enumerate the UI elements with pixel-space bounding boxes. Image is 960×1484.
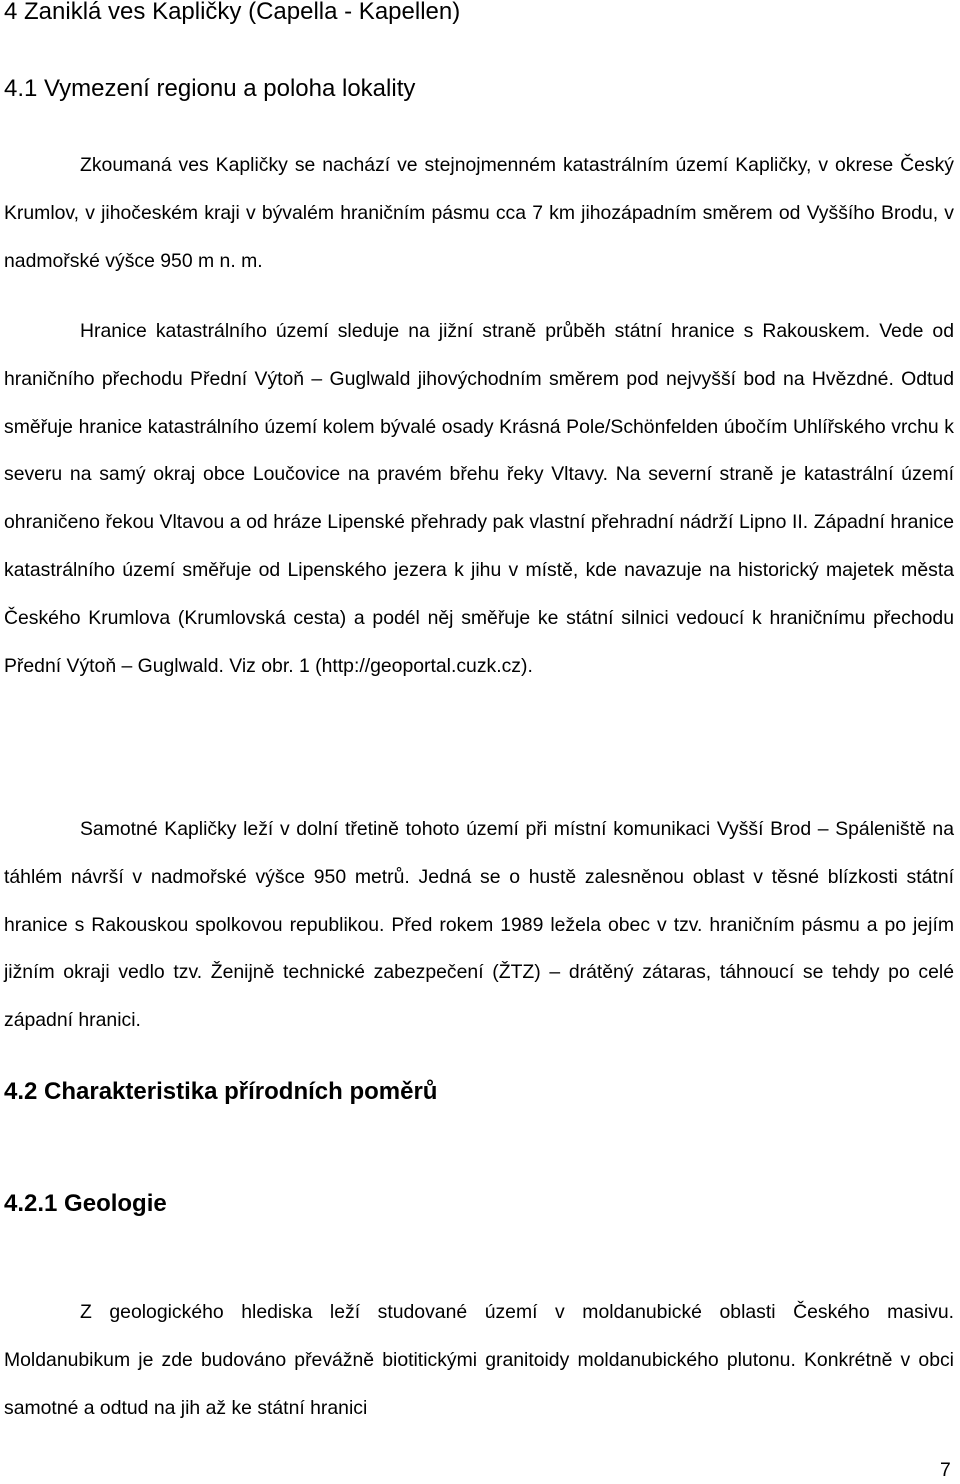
paragraph-boundaries: Hranice katastrálního území sleduje na jižní straně průběh státní hranice s Rakouskem. Vede od hraničního přechodu Přední Výtoň – Guglwald jihovýchodním směrem pod nejvyšší bod na Hvězdné. Odtud směřuje hranice katastrálního území kolem bývalé osady Krásná Pole/Schönfelden úbočím Uhlířského vrchu k severu na samý okraj obce Loučovice na pravém břehu řeky Vltavy. Na severní straně je katastrální území ohraničeno řekou Vltavou a od hráze Lipenské přehrady pak vlastní přehradní nádrží Lipno II. Západní hranice katastrálního území směřuje od Lipenského jezera k jihu v místě, kde navazuje na historický majetek města Českého Krumlova (Krumlovská cesta) a podél něj směřuje ke státní silnici vedoucí k hraničnímu přechodu Přední Výtoň – Guglwald. Viz obr. 1 (http://geoportal.cuzk.cz).: [4, 320, 954, 677]
section-heading-4-2: 4.2 Charakteristika přírodních poměrů: [4, 1078, 438, 1105]
paragraph-location: Zkoumaná ves Kapličky se nachází ve stejnojmenném katastrálním území Kapličky, v okrese Český Krumlov, v jihočeském kraji v bývalém hraničním pásmu cca 7 km jihozápadním směrem od Vyššího Brodu, v nadmořské výšce 950 m n. m.: [4, 154, 954, 272]
page-number: 7: [940, 1459, 951, 1481]
paragraph-geology: Z geologického hlediska leží studované území v moldanubické oblasti Českého masivu. Moldanubikum je zde budováno převážně biotitickými granitoidy moldanubického plutonu. Konkrétně v obci samotné a odtud na jih až ke státní hranici: [4, 1301, 954, 1419]
chapter-heading: 4 Zaniklá ves Kapličky (Capella - Kapellen): [4, 0, 461, 25]
paragraph-kaplicky: Samotné Kapličky leží v dolní třetině tohoto území při místní komunikaci Vyšší Brod – Spáleniště na táhlém návrší v nadmořské výšce 950 metrů. Jedná se o hustě zalesněnou oblast v těsné blízkosti státní hranice s Rakouskou spolkovou republikou. Před rokem 1989 ležela obec v tzv. hraničním pásmu a po jejím jižním okraji vedlo tzv. Ženijně technické zabezpečení (ŽTZ) – drátěný zátaras, táhnoucí se tehdy po celé západní hranici.: [4, 818, 954, 1032]
subsection-heading-geologie: 4.2.1 Geologie: [4, 1190, 167, 1217]
section-heading-4-1: 4.1 Vymezení regionu a poloha lokality: [4, 75, 416, 102]
